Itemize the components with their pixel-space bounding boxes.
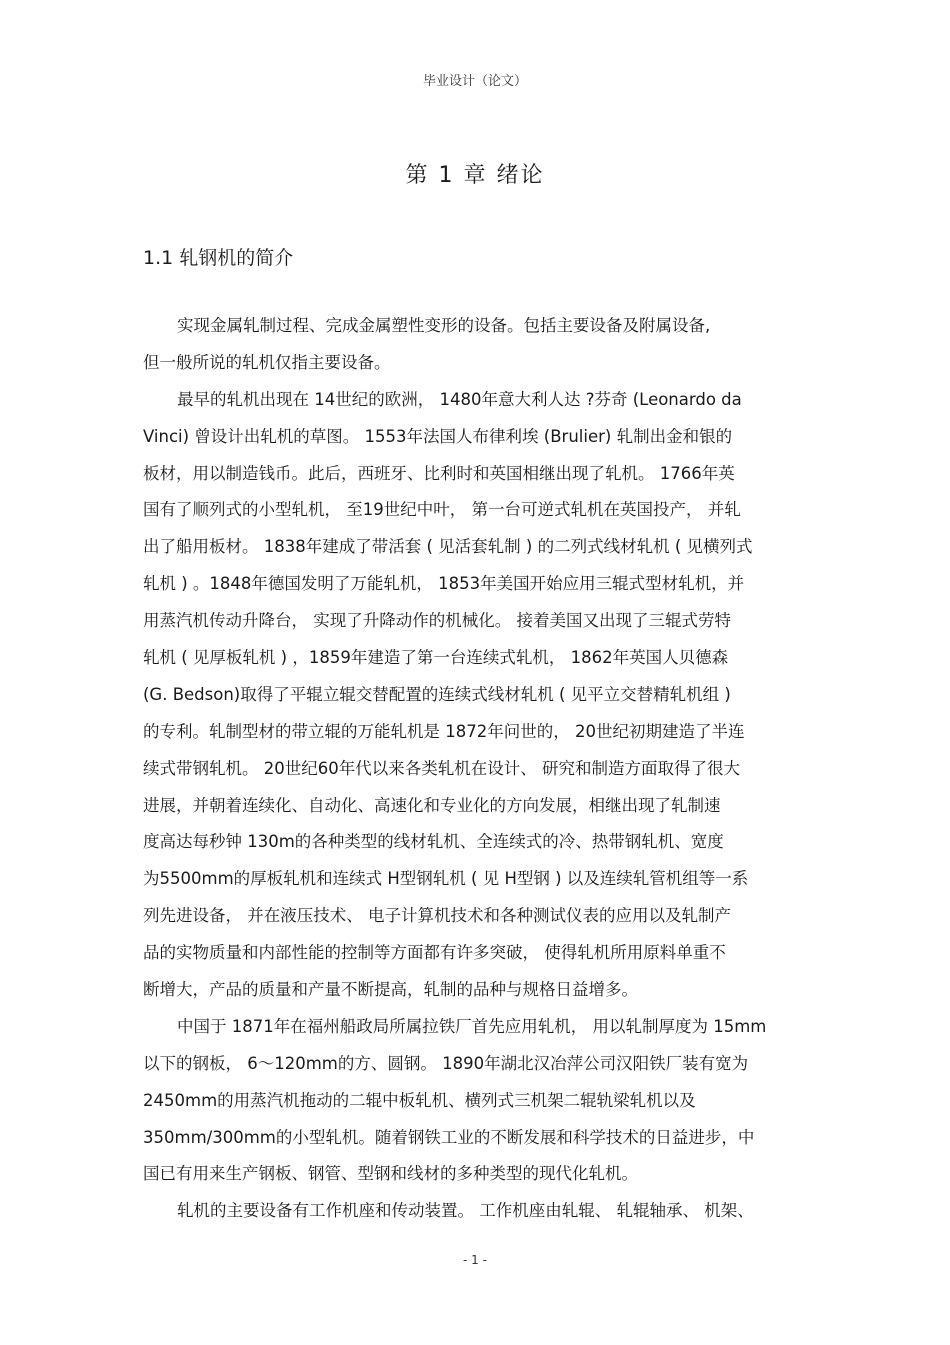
text-line: 为5500mm的厚板轧机和连续式 H型钢轧机 ( 见 H型钢 ) 以及连续轧管机组等一系 xyxy=(143,869,749,889)
body-text xyxy=(143,308,823,1230)
text-line: 出了船用板材。 1838年建成了带活套 ( 见活套轧制 ) 的二列式线材轧机 ( 见横列式 xyxy=(143,537,753,557)
paragraph xyxy=(143,382,823,1009)
chapter-title: 第 1 章 绪论 xyxy=(405,163,545,188)
text-line: 轧机的主要设备有工作机座和传动装置。 工作机座由轧辊、 轧辊轴承、 机架、 xyxy=(177,1201,754,1221)
text-line: 断增大，产品的质量和产量不断提高，轧制的品种与规格日益增多。 xyxy=(143,980,638,1000)
text-line: 轧机 ) 。1848年德国发明了万能轧机， 1853年美国开始应用三辊式型材轧机，并 xyxy=(143,574,745,594)
paragraph xyxy=(143,1193,823,1230)
text-line: Vinci) 曾设计出轧机的草图。 1553年法国人布律利埃 (Brulier) 轧制出金和银的 xyxy=(143,426,733,446)
text-line: 续式带钢轧机。 20世纪60年代以来各类轧机在设计、 研究和制造方面取得了很大 xyxy=(143,758,740,778)
text-line: 轧机 ( 见厚板轧机 ) ，1859年建造了第一台连续式轧机， 1862年英国人贝德森 xyxy=(143,648,729,668)
text-line: 国有了顺列式的小型轧机， 至19世纪中叶， 第一台可逆式轧机在英国投产， 并轧 xyxy=(143,500,741,520)
text-line: 最早的轧机出现在 14世纪的欧洲， 1480年意大利人达 ?芬奇 (Leonardo da xyxy=(177,389,742,409)
text-line: 度高达每秒钟 130m的各种类型的线材轧机、全连续式的冷、热带钢轧机、宽度 xyxy=(143,832,724,852)
page-header: 毕业设计（论文） xyxy=(422,74,527,89)
text-line: 实现金属轧制过程、完成金属塑性变形的设备。包括主要设备及附属设备, xyxy=(177,316,711,335)
text-line: 列先进设备， 并在液压技术、 电子计算机技术和各种测试仪表的应用以及轧制产 xyxy=(143,906,731,926)
text-line: 以下的钢板， 6～120mm的方、圆钢。 1890年湖北汉冶萍公司汉阳铁厂装有宽为 xyxy=(143,1053,749,1073)
text-line: 板材，用以制造钱币。此后，西班牙、比利时和英国相继出现了轧机。 1766年英 xyxy=(143,463,735,483)
text-line: 用蒸汽机传动升降台， 实现了升降动作的机械化。 接着美国又出现了三辊式劳特 xyxy=(143,611,731,631)
text-line: (G. Bedson)取得了平辊立辊交替配置的连续式线材轧机 ( 见平立交替精轧机组 ) xyxy=(143,684,731,704)
text-line: 2450mm的用蒸汽机拖动的二辊中板轧机、横列式三机架二辊轨梁轧机以及 xyxy=(143,1090,696,1110)
text-line: 品的实物质量和内部性能的控制等方面都有许多突破， 使得轧机所用原料单重不 xyxy=(143,943,726,963)
text-line: 的专利。轧制型材的带立辊的万能轧机是 1872年问世的， 20世纪初期建造了半连 xyxy=(143,721,745,741)
page-number: - 1 - xyxy=(463,1253,487,1267)
text-line: 中国于 1871年在福州船政局所属拉铁厂首先应用轧机， 用以轧制厚度为 15mm xyxy=(177,1016,767,1036)
text-line: 进展，并朝着连续化、自动化、高速化和专业化的方向发展，相继出现了轧制速 xyxy=(143,795,721,815)
text-line: 350mm/300mm的小型轧机。随着钢铁工业的不断发展和科学技术的日益进步，中 xyxy=(143,1127,755,1147)
text-line: 但一般所说的轧机仅指主要设备。 xyxy=(143,352,391,372)
section-title: 1.1 轧钢机的简介 xyxy=(143,247,294,269)
paragraph xyxy=(143,1009,823,1193)
text-line: 国已有用来生产钢板、钢管、型钢和线材的多种类型的现代化轧机。 xyxy=(143,1164,638,1184)
paragraph xyxy=(143,308,823,382)
